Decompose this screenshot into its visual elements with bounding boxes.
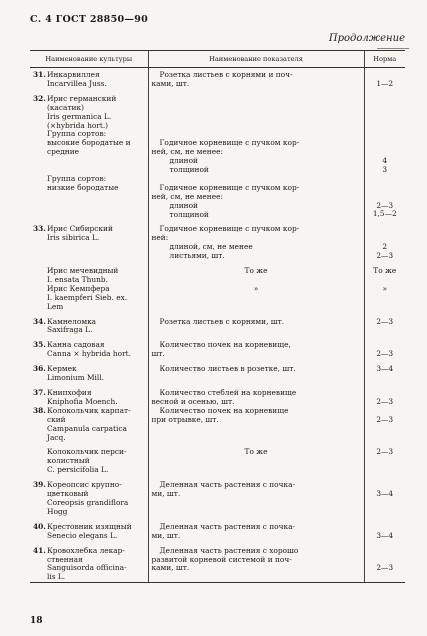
norm-cell [364, 335, 405, 359]
culture-line: ственная [47, 554, 83, 564]
culture-line: Sanguisorda officina- [47, 563, 127, 573]
indicator-line: шт. [151, 349, 165, 359]
norm-value: 2—3 [376, 316, 394, 326]
indicator-line: Деленная часть растения с хорошо [159, 545, 299, 555]
row-number: 37. [33, 388, 46, 397]
indicator-line: Количество почек на корневище [159, 405, 289, 415]
indicator-cell [148, 517, 364, 541]
norm-value [368, 95, 403, 104]
indicator-line: ми, шт. [151, 489, 181, 499]
norm-value [368, 225, 403, 234]
continuation-label: Продолжение [328, 33, 405, 44]
culture-cell [30, 541, 148, 583]
indicator-line: листьями, шт. [169, 251, 225, 261]
norm-cell [364, 541, 405, 583]
culture-text: Кореопсис крупно- [47, 480, 122, 490]
culture-line: Kniphofia Moench. [47, 396, 118, 406]
culture-line: (×hybrida hort.) [47, 120, 109, 130]
row-number: 36. [33, 364, 46, 374]
indicator-cell [148, 175, 364, 220]
culture-cell [30, 68, 148, 89]
table-row [30, 517, 405, 541]
table-row [30, 175, 405, 220]
indicator-line: длиной, см, не менее [169, 242, 253, 252]
indicator-line: толщиной [169, 164, 209, 174]
indicator-line: То же [244, 266, 268, 276]
norm-cell [364, 312, 405, 336]
culture-cell [30, 89, 148, 175]
culture-text: Ирис германский [47, 93, 117, 103]
indicator-line: при отрывке, шт. [151, 414, 219, 424]
culture-line: Limonium Mill. [47, 373, 104, 383]
norm-value [368, 547, 403, 556]
norm-value: 2—3 [376, 251, 394, 261]
norm-value: 3 [382, 164, 388, 174]
norm-value [368, 130, 403, 139]
culture-text: Ирис Сибирский [47, 224, 113, 234]
norm-cell [364, 383, 405, 407]
culture-cell [30, 312, 148, 336]
table-header-row [30, 51, 405, 68]
culture-cell [30, 383, 148, 407]
culture-line: Lem [47, 301, 64, 311]
culture-cell [30, 359, 148, 383]
norm-value: 2—3 [376, 200, 394, 210]
table-body [30, 68, 405, 583]
norm-cell [364, 475, 405, 517]
norm-value: 2—3 [376, 447, 394, 457]
col-norm-header: Норма [364, 51, 405, 68]
culture-text: Колокольчик карпат- [47, 405, 131, 415]
row-number: 34. [33, 316, 46, 326]
indicator-line [152, 95, 361, 104]
indicator-line: длиной [169, 200, 198, 210]
culture-cell [30, 517, 148, 541]
indicator-line: Количество листьев в розетке, шт. [159, 364, 296, 374]
culture-cell [30, 442, 148, 475]
norm-value [368, 184, 403, 193]
norm-value: » [382, 283, 388, 293]
row-number: 35. [33, 340, 46, 350]
row-number: 32. [33, 93, 46, 103]
norm-cell [364, 359, 405, 383]
culture-line: Ирис Кемпфера [47, 283, 110, 293]
indicator-cell [148, 335, 364, 359]
indicator-cell [148, 219, 364, 261]
indicator-line [152, 113, 361, 122]
culture-line: I. ensata Thunb. [47, 274, 108, 284]
indicator-line: ками, шт. [151, 78, 190, 88]
table-row [30, 383, 405, 407]
norm-value: 1—2 [376, 78, 394, 88]
table-row [30, 475, 405, 517]
indicator-cell [148, 541, 364, 583]
culture-cell [30, 261, 148, 312]
indicator-line: развитой корневой системой и поч- [151, 554, 292, 564]
table-row [30, 219, 405, 261]
indicator-line: весной и осенью, шт. [151, 396, 235, 406]
table-row [30, 541, 405, 583]
culture-line: lis L. [47, 572, 66, 582]
culture-text: Крестовник изящный [47, 521, 132, 531]
indicator-cell [148, 89, 364, 175]
indicator-line: Количество почек на корневище, [159, 340, 291, 350]
norm-value [368, 121, 403, 130]
norm-value [368, 139, 403, 148]
culture-line: Jacq. [47, 432, 66, 442]
norm-value: 4 [382, 156, 388, 166]
culture-line: средние [47, 147, 80, 157]
table-row [30, 335, 405, 359]
indicator-cell [148, 312, 364, 336]
culture-line: Saxifraga L. [47, 325, 93, 335]
norm-cell [364, 517, 405, 541]
norm-cell [364, 68, 405, 89]
norm-value [368, 113, 403, 122]
culture-line: низкие бородатые [47, 182, 119, 192]
norm-cell [364, 219, 405, 261]
row-number: 39. [33, 480, 46, 490]
culture-line: Iris germanica L. [47, 111, 112, 121]
indicator-line [152, 121, 361, 130]
indicator-cell [148, 261, 364, 312]
culture-line: высокие бородатые и [47, 138, 131, 148]
row-number: 40. [33, 521, 46, 531]
col-culture-header: Наименование культуры [30, 51, 148, 68]
culture-cell [30, 335, 148, 359]
culture-line: цветковый [47, 489, 89, 499]
indicator-line: То же [244, 447, 268, 457]
indicator-line: Количество стеблей на корневище [159, 388, 297, 397]
culture-line: Группа сортов: [47, 129, 107, 139]
norm-value: 2—3 [376, 349, 394, 359]
table-row [30, 261, 405, 312]
norm-value: 2—3 [376, 563, 394, 573]
page-number: 18 [30, 616, 43, 626]
indicator-cell [148, 407, 364, 443]
culture-cell [30, 219, 148, 261]
indicator-cell [148, 383, 364, 407]
indicator-line: ней, см, не менее: [151, 147, 223, 157]
norm-value: 3—4 [376, 489, 394, 499]
culture-line: Группа сортов: [47, 173, 107, 183]
row-number: 41. [33, 545, 46, 555]
indicator-line: Годичное корневище с пучком кор- [159, 224, 300, 234]
header-rule [377, 48, 409, 49]
row-number: 33. [33, 224, 46, 234]
norm-value: 3—4 [376, 364, 394, 374]
table-row [30, 89, 405, 175]
culture-text: Кермек [47, 364, 77, 374]
culture-cell [30, 175, 148, 220]
culture-text: Инкарвиллея [47, 70, 100, 79]
norm-cell [364, 442, 405, 475]
culture-line: Canna × hybrida hort. [47, 349, 131, 359]
indicator-cell [148, 442, 364, 475]
culture-text: Канна садовая [47, 340, 105, 350]
row-number: 38. [33, 405, 46, 415]
norm-value [368, 175, 403, 184]
culture-line: C. persicifolia L. [47, 465, 109, 475]
norm-cell [364, 175, 405, 220]
norm-cell [364, 89, 405, 175]
norm-value: 2—3 [376, 396, 394, 406]
norm-value: То же [373, 266, 397, 276]
norm-value: 2 [382, 242, 388, 252]
table-row [30, 68, 405, 89]
culture-line: ский [47, 414, 66, 424]
culture-line: Coreopsis grandiflora [47, 497, 129, 507]
culture-line: Hogg [47, 506, 68, 516]
indicator-line: Розетка листьев с корнями и поч- [159, 70, 293, 79]
table-row [30, 359, 405, 383]
norm-cell [364, 407, 405, 443]
norm-value: 3—4 [376, 530, 394, 540]
table-row [30, 442, 405, 475]
culture-line: колистный [47, 456, 90, 466]
indicator-line: ками, шт. [151, 563, 190, 573]
culture-line: Campanula carpatica [47, 423, 127, 433]
indicator-line: ми, шт. [151, 530, 181, 540]
norms-table [30, 50, 405, 583]
indicator-line: Деленная часть растения с почка- [159, 521, 295, 531]
indicator-line: длиной [169, 156, 198, 166]
culture-line: I. kaempferi Sieb. ex. [47, 292, 128, 302]
indicator-line: ней: [151, 233, 169, 243]
culture-line: Iris sibirica L. [47, 233, 100, 243]
norm-value: 2—3 [376, 414, 394, 424]
indicator-cell [148, 475, 364, 517]
indicator-line: » [253, 283, 259, 293]
culture-text: Камнеломка [47, 316, 97, 326]
table-row [30, 312, 405, 336]
norm-value [368, 104, 403, 113]
culture-cell [30, 407, 148, 443]
culture-line: Incarvillea Juss. [47, 78, 107, 88]
indicator-line: ней, см, не менее: [151, 191, 223, 201]
col-indicator-header: Наименование показателя [148, 51, 364, 68]
culture-line: Колокольчик перси- [47, 447, 127, 457]
indicator-line [152, 104, 361, 113]
table-row [30, 407, 405, 443]
norm-value: 1,5—2 [372, 209, 397, 219]
row-number: 31. [33, 70, 46, 79]
indicator-line: Розетка листьев с корнями, шт. [159, 316, 285, 326]
culture-text: Книпхофия [47, 388, 92, 397]
indicator-line: Деленная часть растения с почка- [159, 480, 295, 490]
indicator-cell [148, 359, 364, 383]
standard-code-header: С. 4 ГОСТ 28850—90 [30, 14, 149, 25]
culture-cell [30, 475, 148, 517]
culture-line: Ирис мечевидный [47, 266, 119, 276]
indicator-line: толщиной [169, 209, 209, 219]
indicator-line: Годичное корневище с пучком кор- [159, 182, 300, 192]
indicator-line: Годичное корневище с пучком кор- [159, 138, 300, 148]
culture-line: (касатик) [47, 102, 84, 112]
indicator-cell [148, 68, 364, 89]
culture-text: Кровохлебка лекар- [47, 545, 125, 555]
culture-line: Senecio elegans L. [47, 530, 118, 540]
norm-cell [364, 261, 405, 312]
